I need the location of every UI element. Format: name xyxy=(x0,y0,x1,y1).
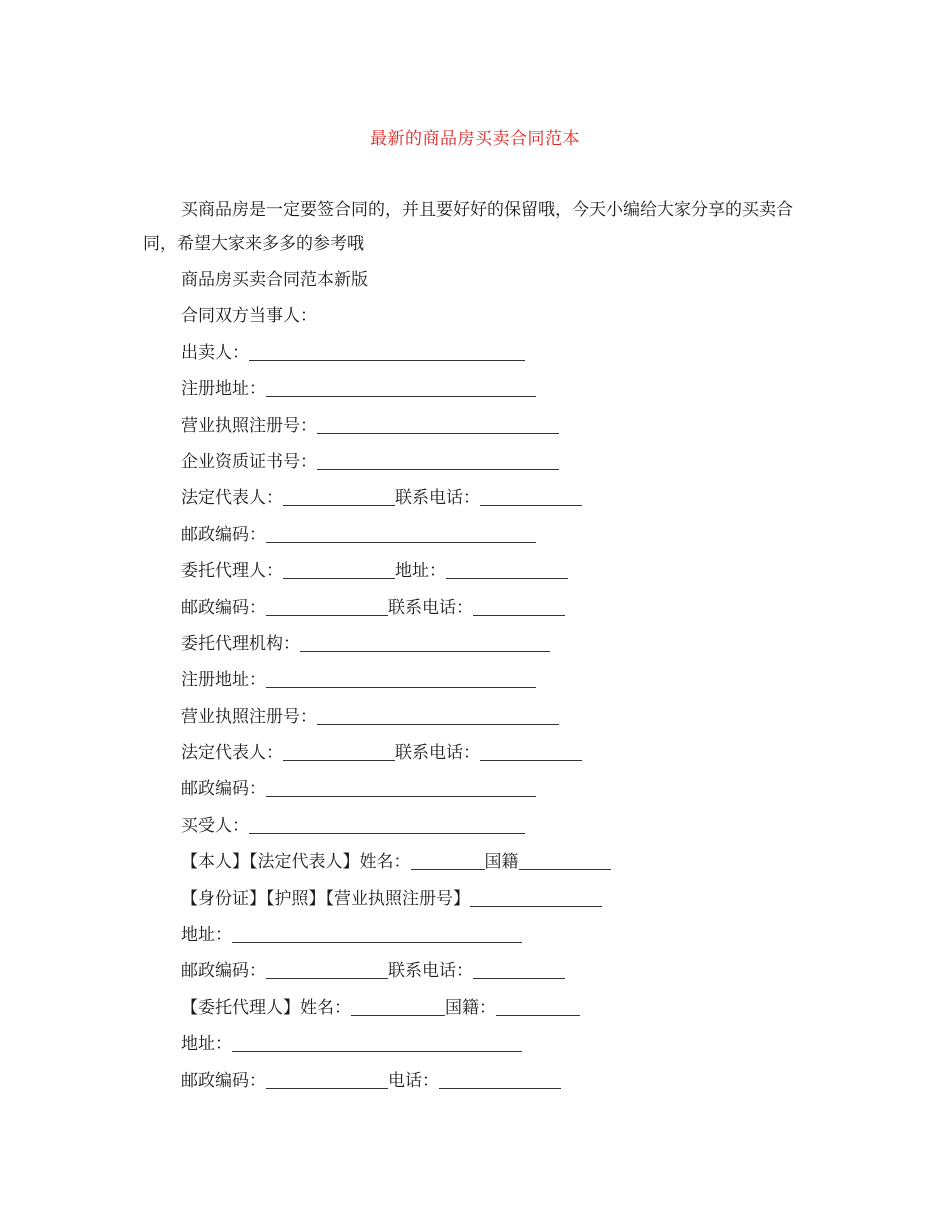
form-line xyxy=(181,735,611,771)
field-label: 注册地址： xyxy=(181,379,266,400)
fill-in-blank[interactable] xyxy=(470,889,602,907)
field-label: 出卖人： xyxy=(181,342,249,363)
form-line xyxy=(181,335,611,371)
form-line xyxy=(181,444,611,480)
field-label: 营业执照注册号： xyxy=(181,415,317,436)
field-label: 地址： xyxy=(181,925,232,946)
fill-in-blank[interactable] xyxy=(480,743,582,761)
form-line xyxy=(181,1063,611,1099)
field-label: 地址： xyxy=(181,1034,232,1055)
fill-in-blank[interactable] xyxy=(351,998,445,1016)
field-label: 法定代表人： xyxy=(181,743,283,764)
fill-in-blank[interactable] xyxy=(266,379,536,397)
fill-in-blank[interactable] xyxy=(317,452,559,470)
field-label: 合同双方当事人： xyxy=(181,306,317,327)
field-label: 邮政编码： xyxy=(181,1070,266,1091)
fill-in-blank[interactable] xyxy=(266,1071,388,1089)
form-line xyxy=(181,553,611,589)
form-line xyxy=(181,298,611,334)
field-label: 国籍 xyxy=(484,852,519,873)
field-label: 联系电话： xyxy=(395,743,480,764)
field-label: 注册地址： xyxy=(181,670,266,691)
fill-in-blank[interactable] xyxy=(439,1071,561,1089)
field-label: 邮政编码： xyxy=(181,779,266,800)
form-line xyxy=(181,844,611,880)
form-line xyxy=(181,517,611,553)
form-line xyxy=(181,371,611,407)
form-line xyxy=(181,590,611,626)
fill-in-blank[interactable] xyxy=(266,598,388,616)
fill-in-blank[interactable] xyxy=(283,488,395,506)
fill-in-blank[interactable] xyxy=(232,925,522,943)
field-label: 委托代理人： xyxy=(181,561,283,582)
contract-party-fields xyxy=(181,262,611,1099)
fill-in-blank[interactable] xyxy=(249,816,525,834)
intro-paragraph: 买商品房是一定要签合同的，并且要好好的保留哦，今天小编给大家分享的买卖合同，希望大家来多多的参考哦 xyxy=(143,200,793,254)
field-label: 电话： xyxy=(388,1070,439,1091)
fill-in-blank[interactable] xyxy=(411,852,485,870)
field-label: 联系电话： xyxy=(395,488,480,509)
fill-in-blank[interactable] xyxy=(266,525,536,543)
fill-in-blank[interactable] xyxy=(266,961,388,979)
field-label: 【委托代理人】姓名： xyxy=(181,997,351,1018)
form-line xyxy=(181,662,611,698)
field-label: 企业资质证书号： xyxy=(181,451,317,472)
fill-in-blank[interactable] xyxy=(317,707,559,725)
field-label: 国籍： xyxy=(445,997,496,1018)
field-label: 联系电话： xyxy=(388,961,473,982)
fill-in-blank[interactable] xyxy=(473,961,565,979)
field-label: 商品房买卖合同范本新版 xyxy=(181,270,368,290)
fill-in-blank[interactable] xyxy=(283,743,395,761)
fill-in-blank[interactable] xyxy=(446,561,568,579)
fill-in-blank[interactable] xyxy=(266,779,536,797)
form-line xyxy=(181,808,611,844)
fill-in-blank[interactable] xyxy=(266,670,536,688)
form-line xyxy=(181,881,611,917)
form-line xyxy=(181,408,611,444)
form-line xyxy=(181,917,611,953)
field-label: 邮政编码： xyxy=(181,961,266,982)
fill-in-blank[interactable] xyxy=(283,561,395,579)
field-label: 邮政编码： xyxy=(181,524,266,545)
field-label: 联系电话： xyxy=(388,597,473,618)
fill-in-blank[interactable] xyxy=(496,998,580,1016)
document-title: 最新的商品房买卖合同范本 xyxy=(370,129,580,149)
form-line xyxy=(181,699,611,735)
field-label: 委托代理机构： xyxy=(181,633,300,654)
fill-in-blank[interactable] xyxy=(249,343,525,361)
field-label: 邮政编码： xyxy=(181,597,266,618)
field-label: 营业执照注册号： xyxy=(181,706,317,727)
field-label: 地址： xyxy=(395,561,446,582)
fill-in-blank[interactable] xyxy=(232,1034,522,1052)
field-label: 【本人】【法定代表人】姓名： xyxy=(181,852,411,873)
field-label: 法定代表人： xyxy=(181,488,283,509)
fill-in-blank[interactable] xyxy=(473,598,565,616)
form-line xyxy=(181,626,611,662)
form-line xyxy=(181,262,611,298)
field-label: 【身份证】【护照】【营业执照注册号】 xyxy=(181,888,470,909)
fill-in-blank[interactable] xyxy=(317,416,559,434)
form-line xyxy=(181,953,611,989)
form-line xyxy=(181,771,611,807)
form-line xyxy=(181,990,611,1026)
fill-in-blank[interactable] xyxy=(480,488,582,506)
form-line xyxy=(181,480,611,516)
form-line xyxy=(181,1026,611,1062)
field-label: 买受人： xyxy=(181,815,249,836)
fill-in-blank[interactable] xyxy=(300,634,550,652)
fill-in-blank[interactable] xyxy=(519,852,611,870)
